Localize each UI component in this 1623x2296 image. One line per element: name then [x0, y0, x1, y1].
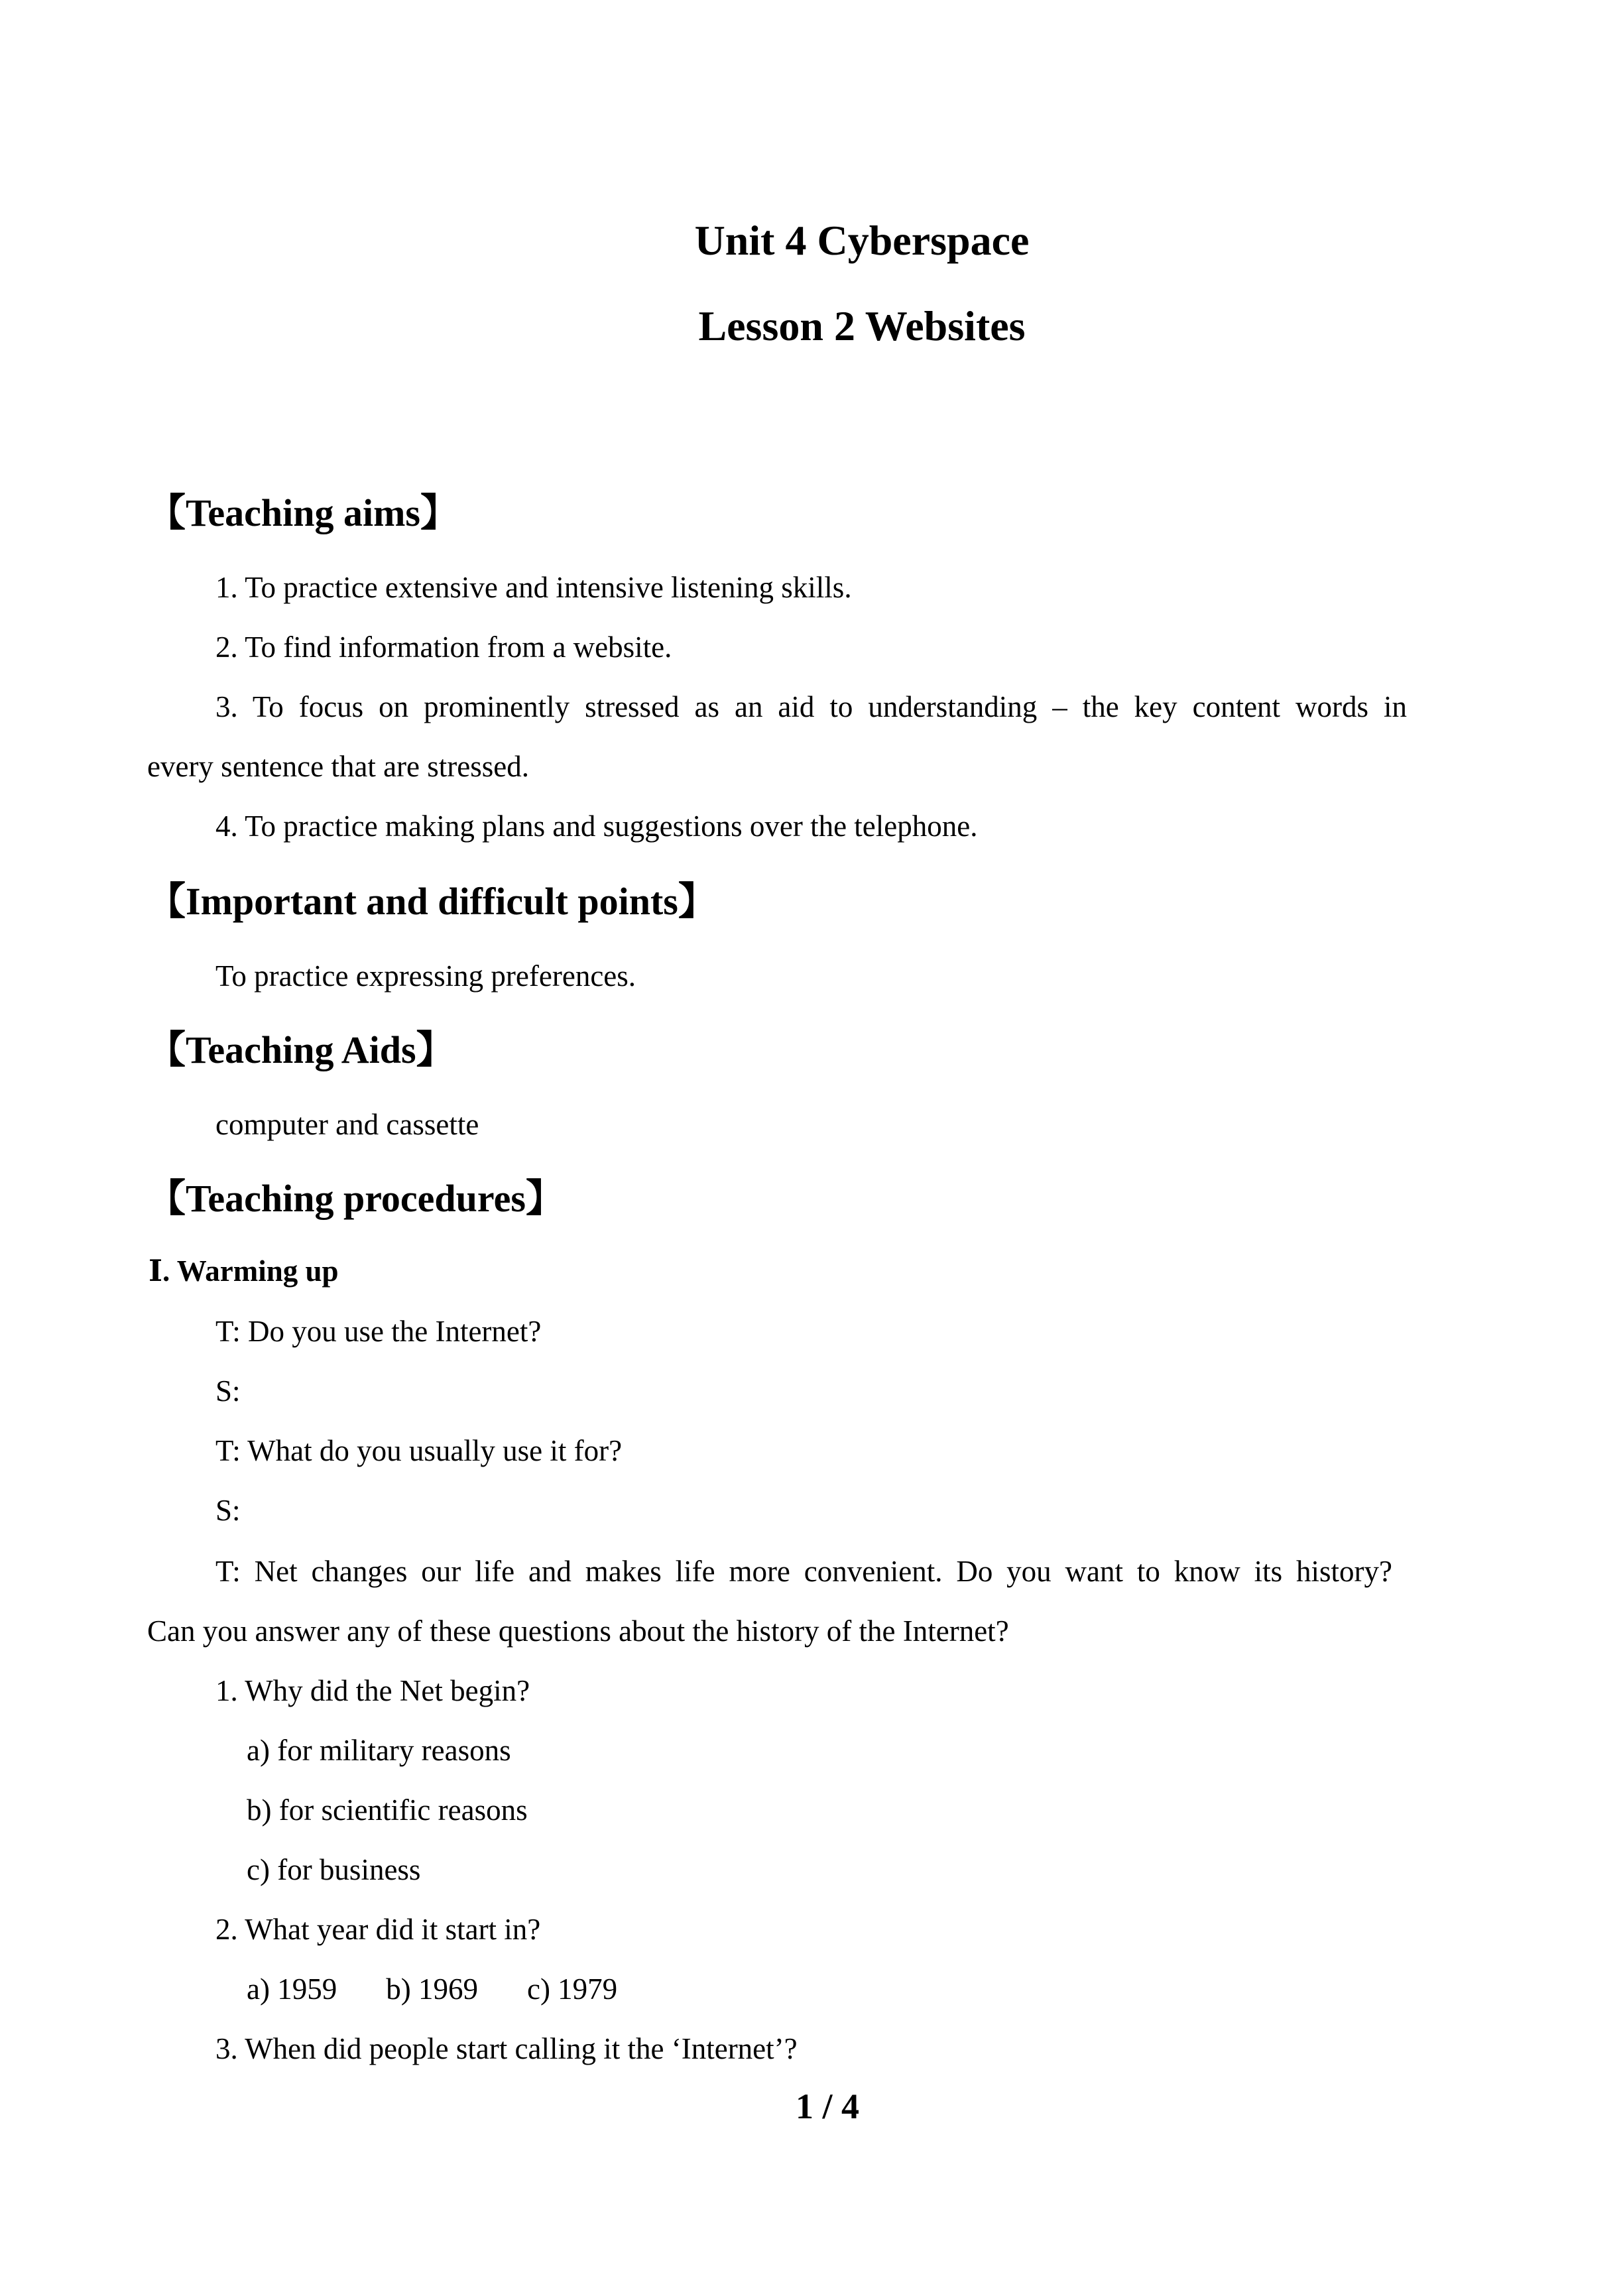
question-1: 1. Why did the Net begin? [215, 1674, 530, 1707]
dialogue-line: S: [215, 1494, 241, 1527]
question-1-option-c: c) for business [247, 1853, 421, 1886]
teaching-aids-heading: 【Teaching Aids】 [147, 1028, 455, 1071]
dialogue-line: T: What do you usually use it for? [215, 1434, 623, 1467]
question-1-option-a: a) for military reasons [247, 1734, 511, 1767]
question-2-option-c: c) 1979 [526, 1972, 618, 2006]
question-2-options [247, 1972, 666, 2006]
lesson-title: Lesson 2 Websites [698, 302, 1026, 349]
unit-title: Unit 4 Cyberspace [694, 217, 1030, 264]
question-1-option-b: b) for scientific reasons [247, 1793, 528, 1827]
aim-item-3: 3. To focus on prominently stressed as an aid to understanding – the key content words in [215, 690, 1407, 723]
question-3: 3. When did people start calling it the ‘Internet’? [215, 2032, 798, 2065]
question-2-option-a: a) 1959 [247, 1972, 337, 2006]
important-points-heading: 【Important and difficult points】 [147, 880, 717, 923]
dialogue-line: S: [215, 1374, 241, 1408]
warming-up-title: Ⅰ. Warming up [149, 1254, 339, 1288]
dialogue-line: T: Do you use the Internet? [215, 1315, 542, 1348]
teaching-procedures-heading: 【Teaching procedures】 [147, 1177, 564, 1220]
question-2-option-b: b) 1969 [386, 1972, 478, 2006]
aim-item-4: 4. To practice making plans and suggestions over the telephone. [215, 810, 978, 843]
important-points-text: To practice expressing preferences. [215, 959, 636, 993]
aim-item-1: 1. To practice extensive and intensive listening skills. [215, 571, 852, 604]
aim-item-2: 2. To find information from a website. [215, 631, 672, 664]
page-number: 1 / 4 [795, 2086, 859, 2126]
aim-item-3-continued: every sentence that are stressed. [147, 750, 529, 783]
teaching-aims-heading: 【Teaching aims】 [147, 491, 459, 534]
dialogue-line-continued: Can you answer any of these questions about the history of the Internet? [147, 1614, 1009, 1648]
teaching-aids-text: computer and cassette [215, 1108, 479, 1141]
question-2: 2. What year did it start in? [215, 1913, 541, 1946]
dialogue-line: T: Net changes our life and makes life more convenient. Do you want to know its history? [215, 1555, 1392, 1588]
